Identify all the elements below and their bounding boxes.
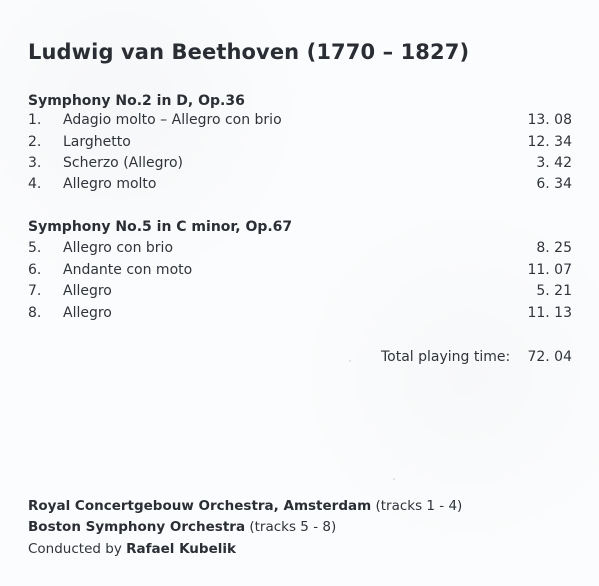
- track-title: Larghetto: [63, 134, 131, 150]
- track-number: 6.: [28, 262, 42, 278]
- track-title: Adagio molto – Allegro con brio: [63, 112, 282, 128]
- track-number: 5.: [28, 240, 42, 256]
- total-playing-time-label: Total playing time:: [381, 349, 511, 365]
- composer-heading: Ludwig van Beethoven (1770 – 1827): [28, 40, 470, 64]
- track-duration: 13. 08: [527, 112, 572, 128]
- track-number: 1.: [28, 112, 42, 128]
- conducted-by-label: Conducted by: [28, 541, 122, 557]
- track-number: 7.: [28, 283, 42, 299]
- track-title: Allegro: [63, 283, 112, 299]
- track-row: [28, 112, 572, 132]
- orchestra-name: Royal Concertgebouw Orchestra, Amsterdam: [28, 498, 372, 514]
- track-range: (tracks 1 - 4): [375, 498, 463, 514]
- track-row: [28, 155, 572, 175]
- track-duration: 3. 42: [536, 155, 572, 171]
- paper-speck: [393, 478, 395, 480]
- credit-orchestra-1: [28, 498, 462, 514]
- track-title: Allegro: [63, 305, 112, 321]
- track-duration: 8. 25: [536, 240, 572, 256]
- orchestra-name: Boston Symphony Orchestra: [28, 519, 246, 535]
- track-number: 4.: [28, 176, 42, 192]
- track-number: 2.: [28, 134, 42, 150]
- track-number: 8.: [28, 305, 42, 321]
- track-title: Scherzo (Allegro): [63, 155, 183, 171]
- credit-conductor: [28, 541, 236, 557]
- track-title: Allegro con brio: [63, 240, 174, 256]
- track-row: [28, 240, 572, 260]
- track-number: 3.: [28, 155, 42, 171]
- track-row: [28, 134, 572, 154]
- track-duration: 6. 34: [536, 176, 572, 192]
- track-duration: 5. 21: [536, 283, 572, 299]
- track-title: Allegro molto: [63, 176, 157, 192]
- symphony-5-title: Symphony No.5 in C minor, Op.67: [28, 219, 293, 235]
- track-row: [28, 283, 572, 303]
- track-duration: 12. 34: [527, 134, 572, 150]
- track-row: [28, 305, 572, 325]
- paper-speck: [349, 360, 351, 362]
- credit-orchestra-2: [28, 519, 336, 535]
- track-duration: 11. 13: [527, 305, 572, 321]
- total-playing-time-value: 72. 04: [527, 349, 572, 365]
- track-duration: 11. 07: [527, 262, 572, 278]
- track-title: Andante con moto: [63, 262, 193, 278]
- symphony-2-title: Symphony No.2 in D, Op.36: [28, 93, 245, 109]
- track-row: [28, 176, 572, 196]
- track-row: [28, 262, 572, 282]
- track-range: (tracks 5 - 8): [249, 519, 337, 535]
- conductor-name: Rafael Kubelik: [126, 541, 236, 557]
